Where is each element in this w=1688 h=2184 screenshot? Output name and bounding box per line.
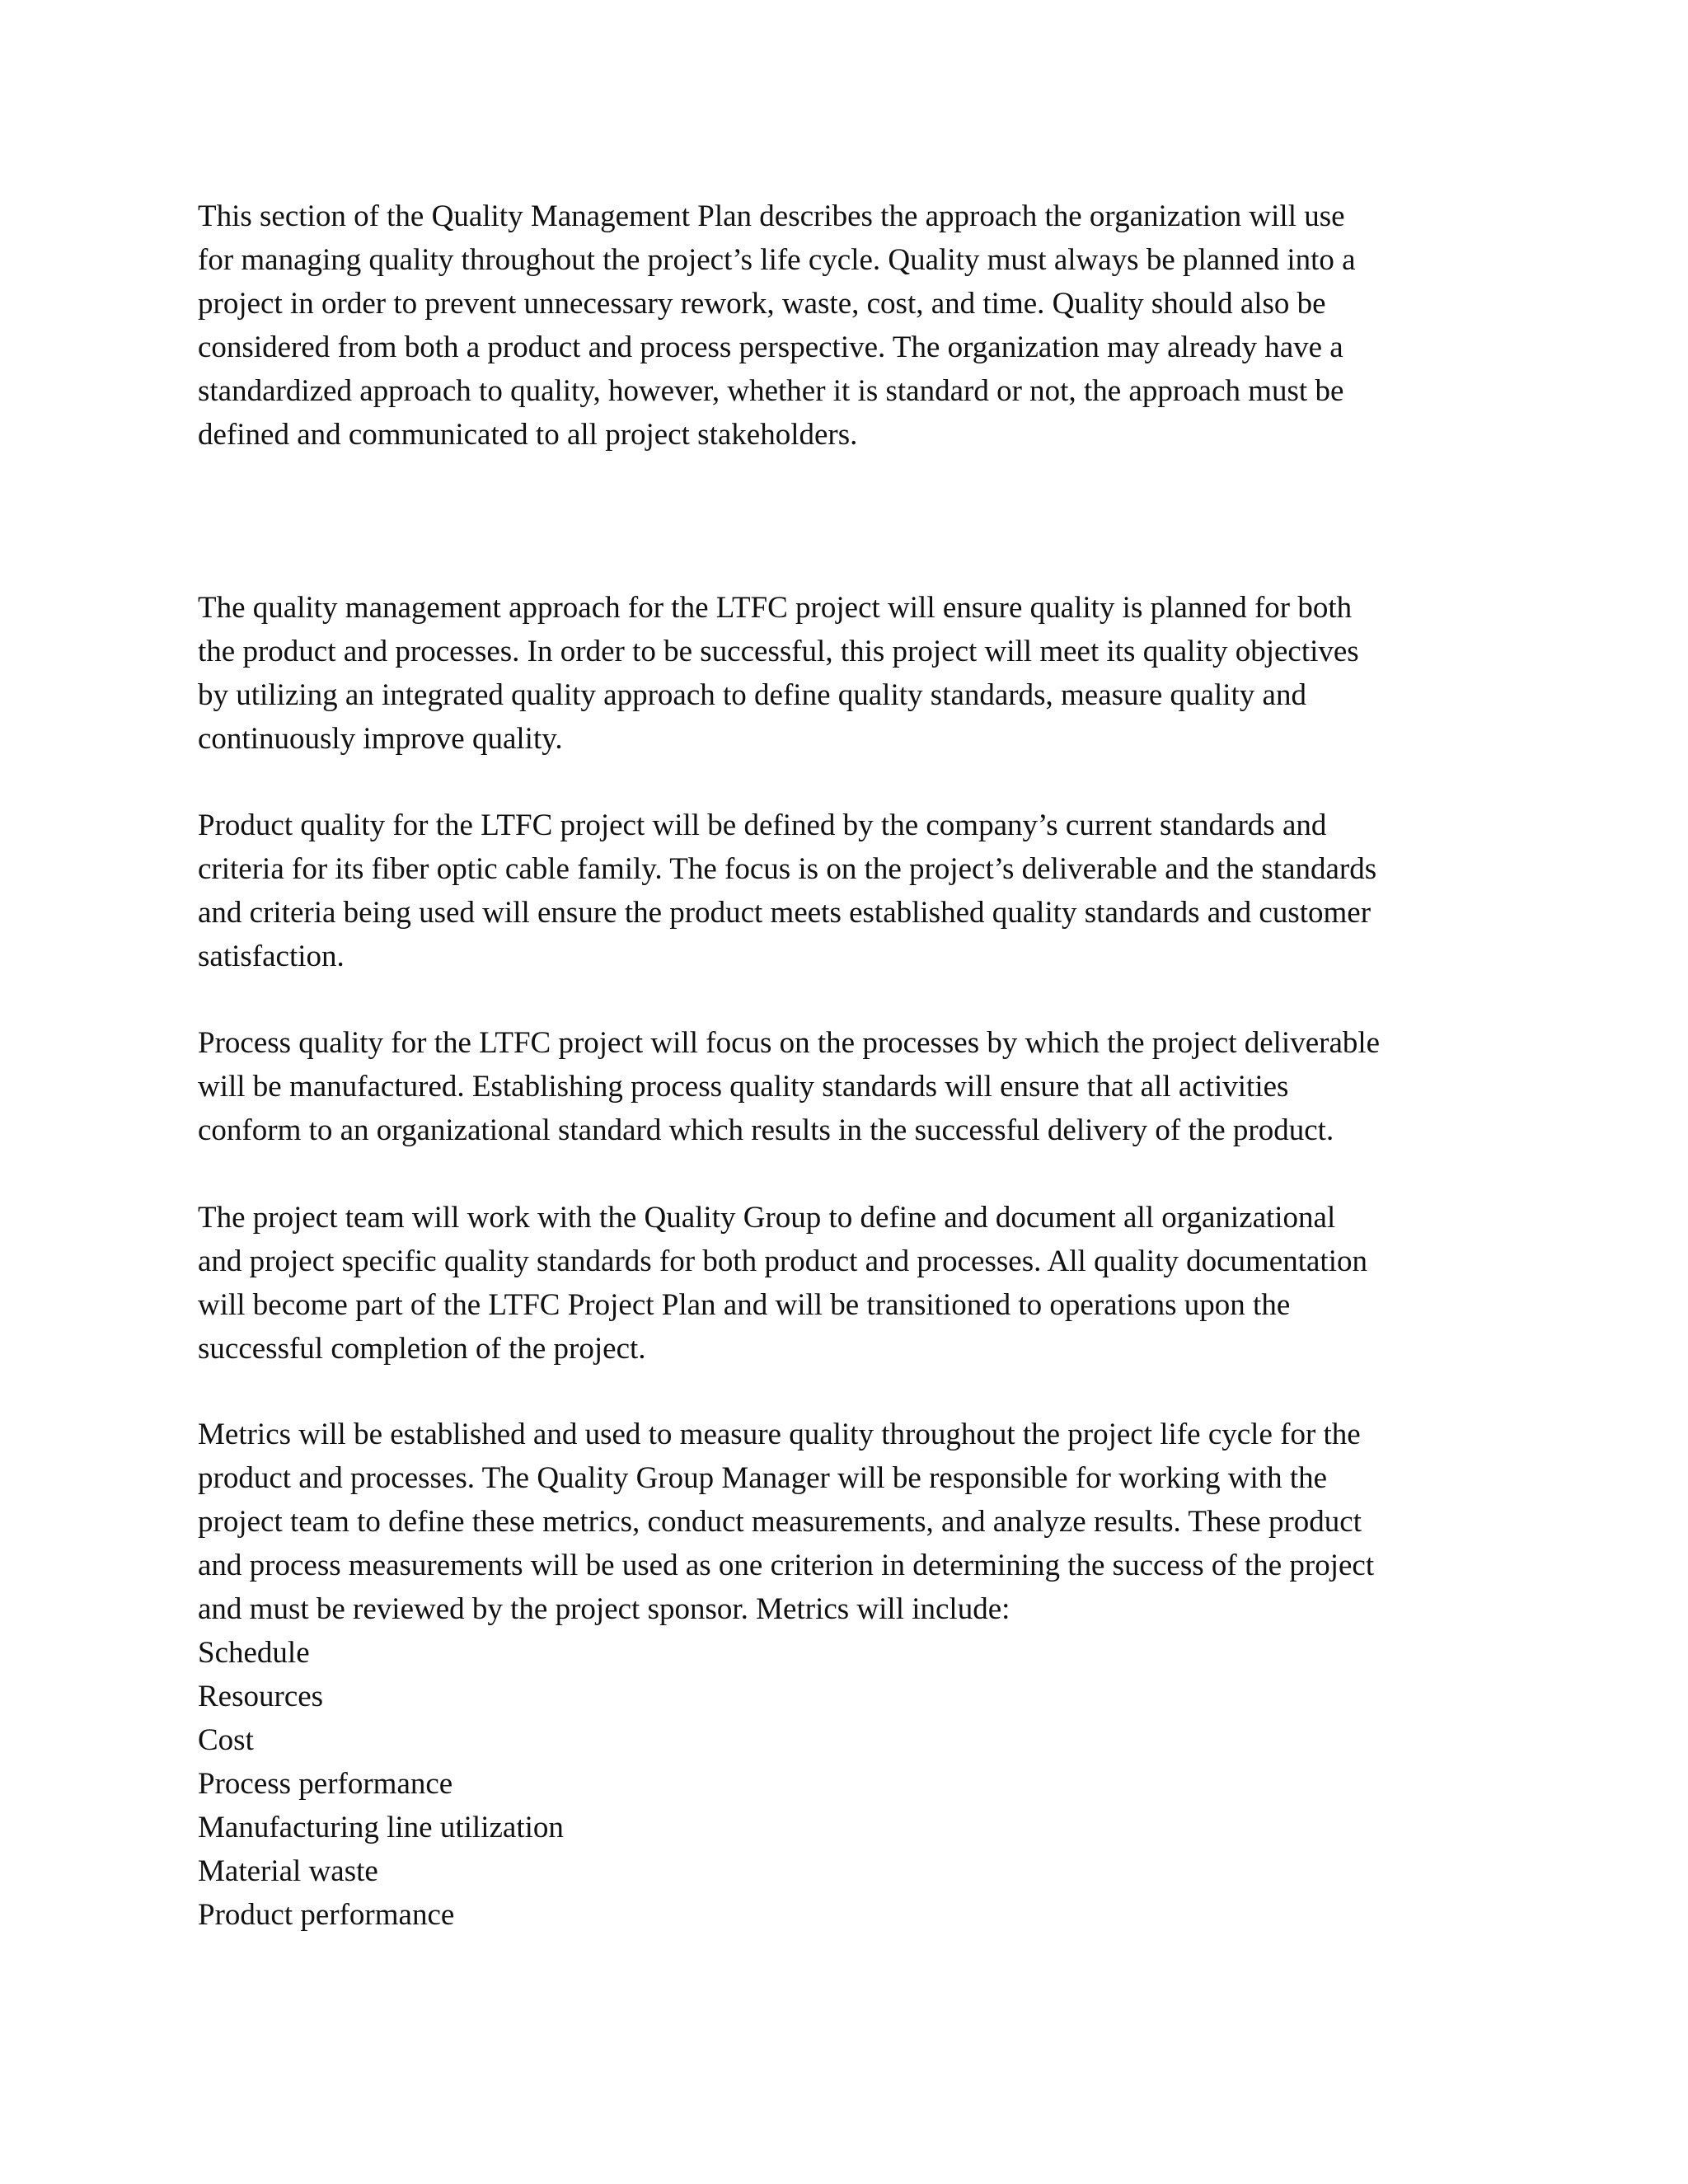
metrics-list xyxy=(198,1631,564,1937)
text-line: This section of the Quality Management Plan describes the approach the organization will use xyxy=(198,199,1345,233)
paragraph-quality-approach xyxy=(198,586,1484,761)
text-line: Metrics will be established and used to measure quality throughout the project life cycle for the xyxy=(198,1418,1361,1451)
text-line: Product quality for the LTFC project will be defined by the company’s current standards and xyxy=(198,808,1327,842)
text-line: standardized approach to quality, however, whether it is standard or not, the approach must be xyxy=(198,374,1344,408)
text-line: project in order to prevent unnecessary rework, waste, cost, and time. Quality should also be xyxy=(198,287,1326,321)
text-line: The project team will work with the Quality Group to define and document all organizational xyxy=(198,1201,1336,1235)
paragraph-product-quality xyxy=(198,804,1484,978)
paragraph-section-intro xyxy=(198,194,1484,457)
text-line: the product and processes. In order to be successful, this project will meet its quality objectives xyxy=(198,635,1359,668)
text-line: satisfaction. xyxy=(198,940,345,973)
paragraph-project-team xyxy=(198,1196,1484,1371)
text-line: criteria for its fiber optic cable family. The focus is on the project’s deliverable and the standards xyxy=(198,852,1377,886)
text-line: project team to define these metrics, conduct measurements, and analyze results. These product xyxy=(198,1505,1362,1539)
text-line: will be manufactured. Establishing process quality standards will ensure that all activities xyxy=(198,1070,1289,1104)
text-line: by utilizing an integrated quality approach to define quality standards, measure quality and xyxy=(198,678,1306,712)
list-item: Manufacturing line utilization xyxy=(198,1811,564,1844)
list-item: Schedule xyxy=(198,1636,310,1670)
text-line: conform to an organizational standard which results in the successful delivery of the product. xyxy=(198,1113,1334,1147)
list-item: Resources xyxy=(198,1680,324,1713)
text-line: and process measurements will be used as one criterion in determining the success of the project xyxy=(198,1549,1375,1582)
text-line: for managing quality throughout the project’s life cycle. Quality must always be planned into a xyxy=(198,243,1356,277)
text-line: and project specific quality standards for both product and processes. All quality documentation xyxy=(198,1244,1367,1278)
list-item: Process performance xyxy=(198,1767,453,1801)
text-line: product and processes. The Quality Group Manager will be responsible for working with the xyxy=(198,1461,1328,1495)
text-line: considered from both a product and process perspective. The organization may already have a xyxy=(198,330,1343,364)
text-line: The quality management approach for the LTFC project will ensure quality is planned for both xyxy=(198,591,1353,625)
text-line: defined and communicated to all project stakeholders. xyxy=(198,418,858,452)
paragraph-metrics xyxy=(198,1413,1484,1631)
paragraph-process-quality xyxy=(198,1021,1484,1152)
list-item: Product performance xyxy=(198,1898,455,1932)
text-line: and criteria being used will ensure the product meets established quality standards and customer xyxy=(198,896,1372,930)
text-line: continuously improve quality. xyxy=(198,722,563,756)
list-item: Material waste xyxy=(198,1854,378,1888)
text-line: and must be reviewed by the project sponsor. Metrics will include: xyxy=(198,1592,1010,1626)
text-line: successful completion of the project. xyxy=(198,1332,646,1366)
text-line: Process quality for the LTFC project will focus on the processes by which the project deliverable xyxy=(198,1026,1381,1060)
list-item: Cost xyxy=(198,1723,254,1757)
text-line: will become part of the LTFC Project Plan and will be transitioned to operations upon the xyxy=(198,1288,1291,1322)
